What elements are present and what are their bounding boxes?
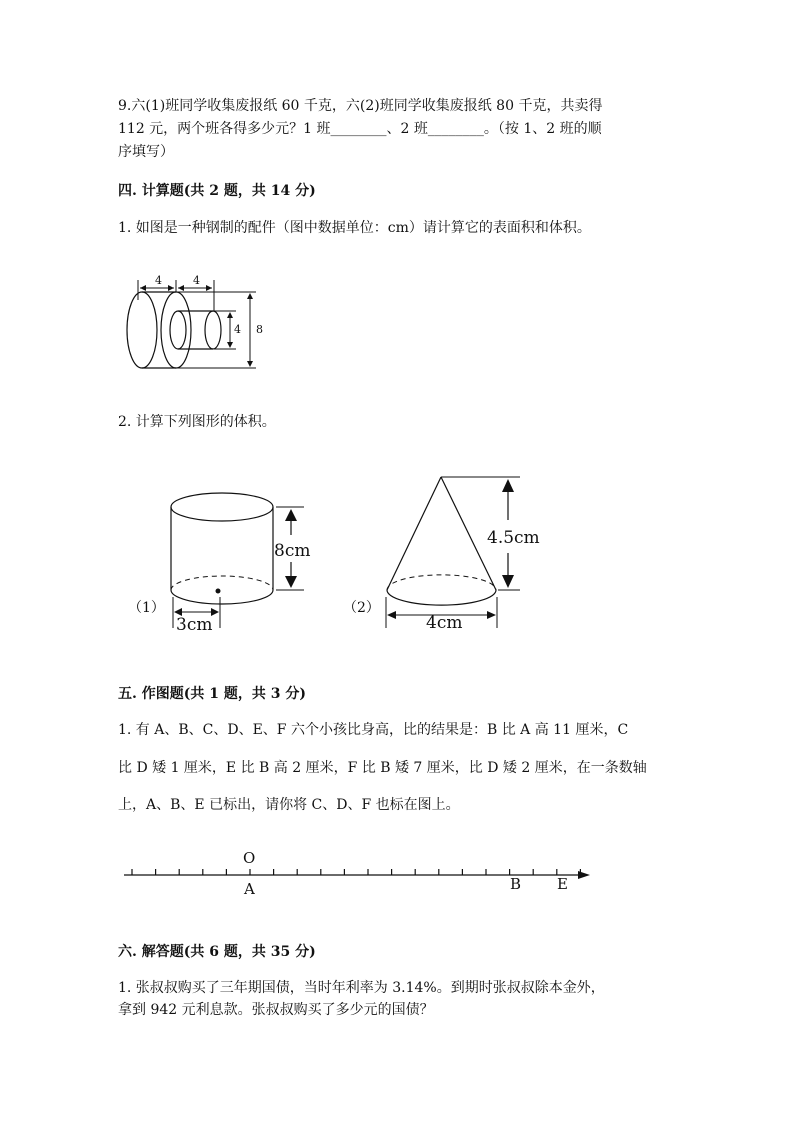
fig2-height2: 4.5cm (487, 528, 540, 548)
section5-q1-line2: 比 D 矮 1 厘米，E 比 B 高 2 厘米，F 比 B 矮 7 厘米，比 D 矮 2 厘米，在一条数轴 (118, 760, 647, 776)
section5-title: 五. 作图题(共 1 题，共 3 分) (118, 686, 306, 702)
axis-origin-label: O (243, 849, 256, 867)
section6-q1-line2: 拿到 942 元利息款。张叔叔购买了多少元的国债？ (118, 1002, 434, 1018)
section4-q1: 1. 如图是一种钢制的配件（图中数据单位：cm）请计算它的表面积和体积。 (118, 220, 591, 236)
fig2-diameter2: 4cm (426, 613, 463, 633)
axis-e-label: E (557, 875, 568, 893)
dim-b: 4 (193, 274, 200, 287)
section4-q2: 2. 计算下列图形的体积。 (118, 414, 276, 430)
fig2-height1: 8cm (274, 541, 311, 561)
section6-q1-line1: 1. 张叔叔购买了三年期国债，当时年利率为 3.14%。到期时张叔叔除本金外， (118, 980, 605, 996)
q9-line1: 9.六(1)班同学收集废报纸 60 千克，六(2)班同学收集废报纸 80 千克，共卖得 (118, 98, 603, 114)
dim-d: 8 (256, 323, 263, 336)
fig2-label1: （1） (128, 600, 165, 616)
section4-title: 四. 计算题(共 2 题，共 14 分) (118, 183, 316, 199)
q9-line3: 序填写） (118, 144, 174, 160)
q9-line2: 112 元，两个班各得多少元？1 班________、2 班________。（按 1、2 班的顺 (118, 121, 602, 137)
section5-q1-line1: 1. 有 A、B、C、D、E、F 六个小孩比身高，比的结果是：B 比 A 高 11 厘米，C (118, 722, 629, 738)
fig2-radius1: 3cm (176, 615, 213, 635)
section5-q1-line3: 上，A、B、E 已标出，请你将 C、D、F 也标在图上。 (118, 797, 460, 813)
dim-a: 4 (155, 274, 162, 287)
axis-a-label: A (244, 880, 255, 898)
section6-title: 六. 解答题(共 6 题，共 35 分) (118, 944, 316, 960)
fig2-label2: （2） (343, 600, 380, 616)
dim-c: 4 (234, 323, 241, 336)
axis-b-label: B (510, 875, 522, 893)
